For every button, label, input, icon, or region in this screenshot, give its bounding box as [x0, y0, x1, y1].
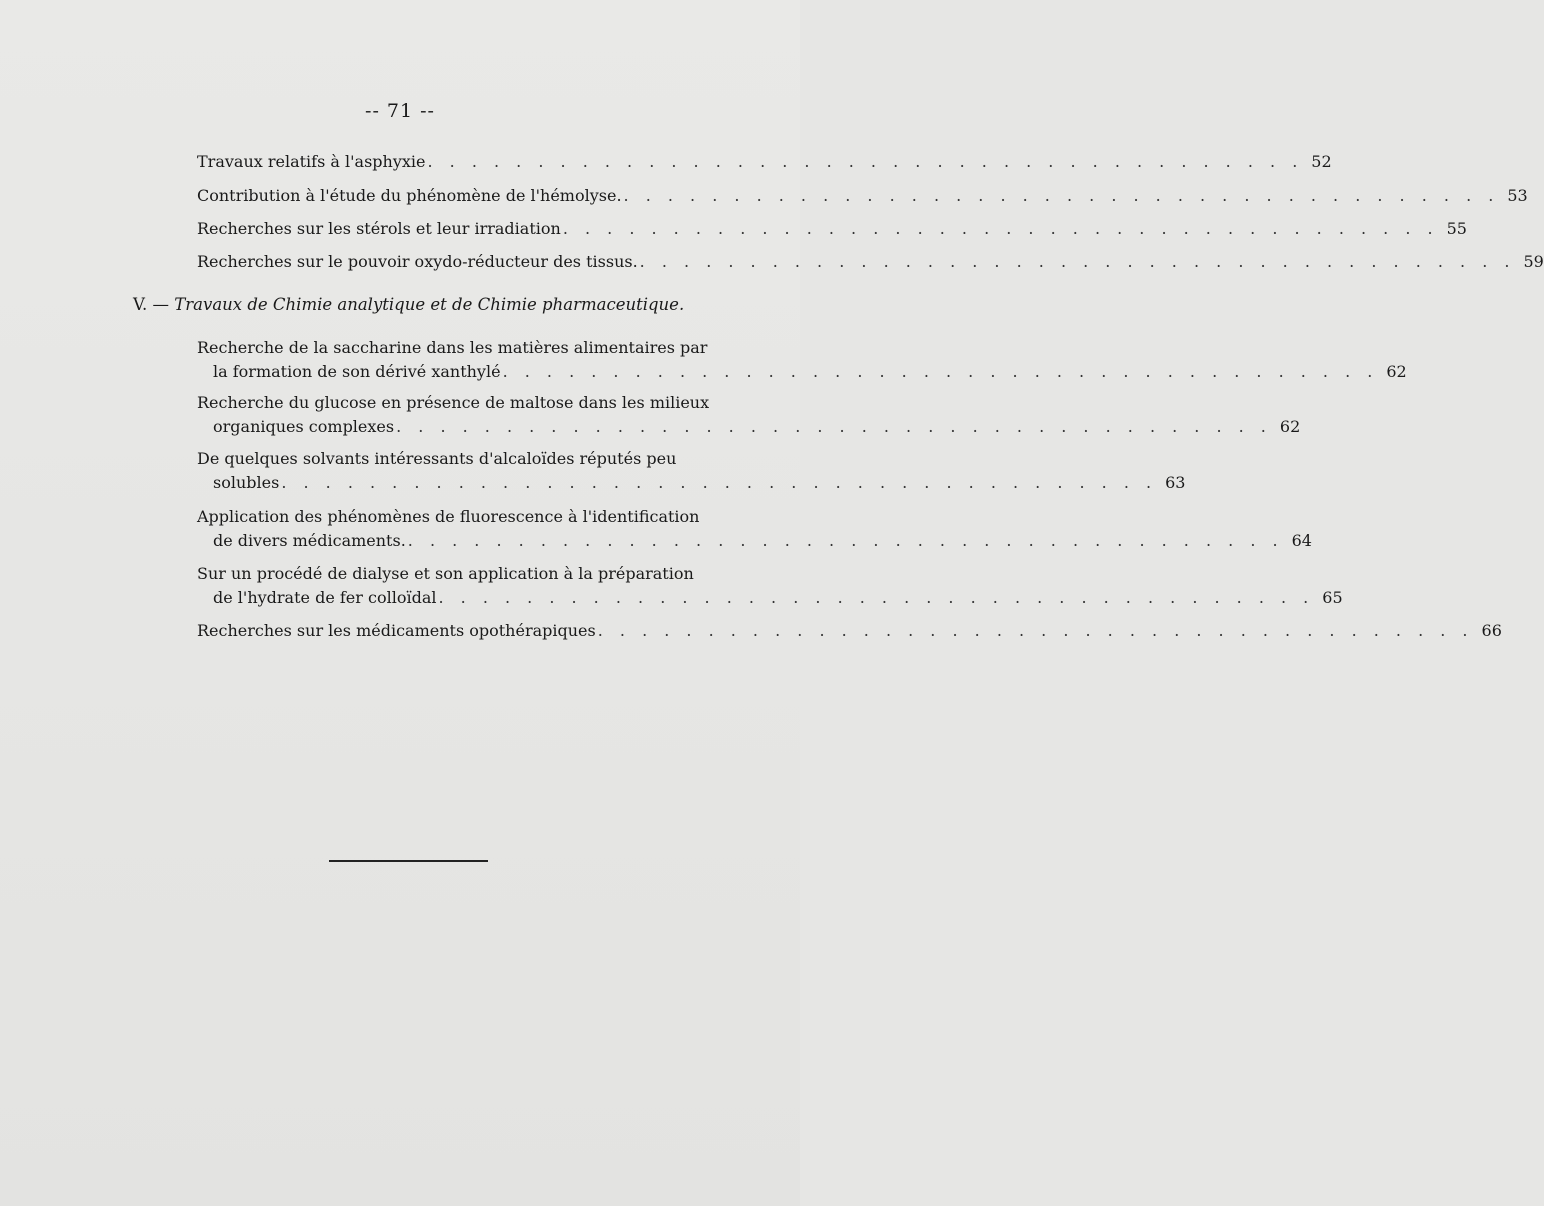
toc-entry — [197, 217, 1467, 241]
toc-entry-page: 53 — [1507, 186, 1528, 205]
toc-entry-page: 52 — [1311, 152, 1332, 171]
toc-entry-line1: Application des phénomènes de fluorescence à l'identification — [197, 507, 700, 526]
toc-entry-title: Recherches sur les médicaments opothérapiques — [197, 621, 596, 640]
toc-entry-page: 66 — [1481, 621, 1502, 640]
toc-entry-line1: Sur un procédé de dialyse et son application à la préparation — [197, 564, 694, 583]
section-title: Travaux de Chimie analytique et de Chimie pharmaceutique. — [174, 295, 685, 314]
toc-entry-line1: Recherche de la saccharine dans les matières alimentaires par — [197, 338, 708, 357]
toc-entry — [197, 250, 1544, 274]
toc-entry-page: 63 — [1165, 473, 1186, 492]
dot-leader: . . . . . . . . . . . . . . . . . . . . . . . . . . . . . . . . . . . . . . . . — [623, 186, 1500, 205]
toc-entry-line1: Recherche du glucose en présence de maltose dans les milieux — [197, 393, 710, 412]
toc-entry — [197, 447, 1186, 495]
dot-leader: . . . . . . . . . . . . . . . . . . . . . . . . . . . . . . . . . . . . . . . . — [396, 417, 1272, 436]
toc-entry-page: 55 — [1446, 219, 1467, 238]
toc-entry-title: Recherches sur le pouvoir oxydo-réducteur des tissus. — [197, 252, 638, 271]
toc-entry-page: 62 — [1279, 417, 1301, 436]
dot-leader: . . . . . . . . . . . . . . . . . . . . . . . . . . . . . . . . . . . . . . . . — [502, 362, 1379, 381]
dot-leader: . . . . . . . . . . . . . . . . . . . . . . . . . . . . . . . . . . . . . . . . — [281, 473, 1158, 492]
toc-entry-line2: de l'hydrate de fer colloïdal — [213, 588, 437, 607]
dot-leader: . . . . . . . . . . . . . . . . . . . . . . . . . . . . . . . . . . . . . . . . — [562, 219, 1439, 238]
toc-entry — [197, 336, 1407, 384]
toc-entry-line2: organiques complexes — [213, 417, 395, 436]
dot-leader: . . . . . . . . . . . . . . . . . . . . . . . . . . . . . . . . . . . . . . . . — [427, 152, 1304, 171]
dot-leader: . . . . . . . . . . . . . . . . . . . . . . . . . . . . . . . . . . . . . . . . — [639, 252, 1516, 271]
toc-entry — [197, 562, 1343, 610]
toc-entry-title: Travaux relatifs à l'asphyxie — [197, 152, 426, 171]
toc-entry — [197, 619, 1502, 643]
toc-entry-line2: la formation de son dérivé xanthylé — [213, 362, 501, 381]
toc-entry-page: 65 — [1322, 588, 1343, 607]
closing-rule — [329, 860, 488, 862]
toc-entry-title: Recherches sur les stérols et leur irradiation — [197, 219, 561, 238]
toc-entry-page: 64 — [1291, 531, 1312, 550]
dot-leader: . . . . . . . . . . . . . . . . . . . . . . . . . . . . . . . . . . . . . . . . — [597, 621, 1474, 640]
dot-leader: . . . . . . . . . . . . . . . . . . . . . . . . . . . . . . . . . . . . . . . . — [407, 531, 1284, 550]
toc-entry — [197, 150, 1332, 174]
dot-leader: . . . . . . . . . . . . . . . . . . . . . . . . . . . . . . . . . . . . . . . . — [438, 588, 1315, 607]
toc-entry-page: 62 — [1386, 362, 1407, 381]
section-number: V. — — [133, 295, 170, 314]
toc-entry — [197, 505, 1312, 553]
toc-entry-page: 59 — [1523, 252, 1544, 271]
toc-entry — [197, 184, 1528, 208]
toc-entry — [197, 391, 1301, 439]
toc-entry-title: Contribution à l'étude du phénomène de l'hémolyse. — [197, 186, 622, 205]
toc-entry-line2: de divers médicaments. — [213, 531, 406, 550]
toc-entry-line2: solubles — [213, 473, 280, 492]
page-number: -- 71 -- — [365, 100, 435, 122]
section-heading — [133, 295, 684, 314]
toc-entry-line1: De quelques solvants intéressants d'alcaloïdes réputés peu — [197, 449, 677, 468]
